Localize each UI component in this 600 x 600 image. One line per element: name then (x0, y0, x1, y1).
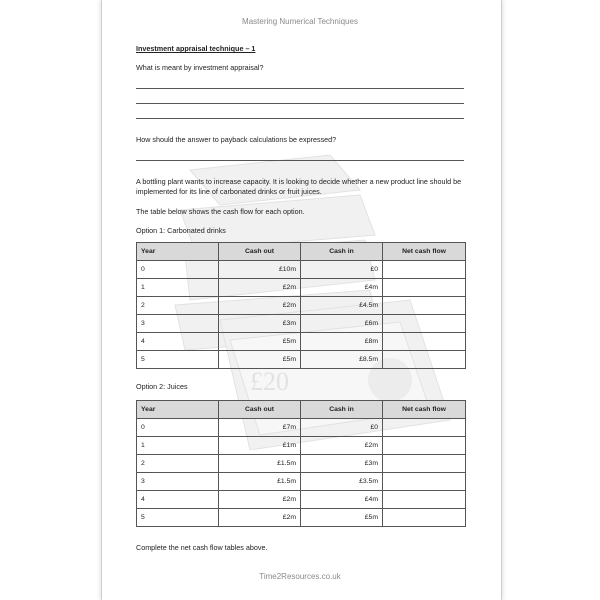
net-cash-flow-cell[interactable] (383, 509, 466, 527)
table-row (137, 419, 466, 437)
column-header-net-cash-flow: Net cash flow (383, 401, 466, 419)
option2-cash-flow-table (136, 400, 466, 527)
page-header: Mastering Numerical Techniques (242, 17, 358, 26)
cash-out-cell: £2m (219, 491, 301, 509)
page-footer: Time2Resources.co.uk (259, 572, 341, 581)
cash-out-cell: £2m (219, 297, 301, 315)
cash-in-cell: £6m (301, 315, 383, 333)
option1-cash-flow-table (136, 242, 466, 369)
table-row (137, 351, 466, 369)
net-cash-flow-cell[interactable] (383, 315, 466, 333)
cash-in-cell: £0 (301, 261, 383, 279)
cash-in-cell: £4m (301, 491, 383, 509)
year-cell: 2 (137, 297, 219, 315)
option1-label: Option 1: Carbonated drinks (136, 226, 226, 235)
answer-line (136, 118, 464, 119)
table-row (137, 333, 466, 351)
table-row (137, 509, 466, 527)
question-investment-appraisal: What is meant by investment appraisal? (136, 63, 264, 72)
net-cash-flow-cell[interactable] (383, 261, 466, 279)
column-header-cash-out: Cash out (219, 243, 301, 261)
year-cell: 0 (137, 261, 219, 279)
cash-out-cell: £1.5m (219, 455, 301, 473)
answer-line (136, 103, 464, 104)
cash-out-cell: £1.5m (219, 473, 301, 491)
cash-in-cell: £4.5m (301, 297, 383, 315)
year-cell: 2 (137, 455, 219, 473)
column-header-year: Year (137, 401, 219, 419)
net-cash-flow-cell[interactable] (383, 491, 466, 509)
cash-out-cell: £5m (219, 333, 301, 351)
cash-out-cell: £5m (219, 351, 301, 369)
net-cash-flow-cell[interactable] (383, 437, 466, 455)
table-row (137, 297, 466, 315)
cash-out-cell: £1m (219, 437, 301, 455)
section-title: Investment appraisal technique – 1 (136, 44, 256, 53)
table-row (137, 437, 466, 455)
table-row (137, 315, 466, 333)
net-cash-flow-cell[interactable] (383, 419, 466, 437)
cash-in-cell: £2m (301, 437, 383, 455)
net-cash-flow-cell[interactable] (383, 351, 466, 369)
table-row (137, 279, 466, 297)
table-row (137, 455, 466, 473)
net-cash-flow-cell[interactable] (383, 473, 466, 491)
year-cell: 0 (137, 419, 219, 437)
option2-label: Option 2: Juices (136, 382, 188, 391)
cash-out-cell: £2m (219, 509, 301, 527)
net-cash-flow-cell[interactable] (383, 297, 466, 315)
table-row (137, 491, 466, 509)
column-header-net-cash-flow: Net cash flow (383, 243, 466, 261)
question-payback: How should the answer to payback calculations be expressed? (136, 135, 337, 144)
net-cash-flow-cell[interactable] (383, 279, 466, 297)
intro-text: The table below shows the cash flow for each option. (136, 207, 305, 216)
column-header-cash-in: Cash in (301, 243, 383, 261)
cash-in-cell: £8.5m (301, 351, 383, 369)
answer-line (136, 88, 464, 89)
table-row (137, 473, 466, 491)
cash-out-cell: £2m (219, 279, 301, 297)
year-cell: 1 (137, 437, 219, 455)
column-header-year: Year (137, 243, 219, 261)
year-cell: 4 (137, 491, 219, 509)
year-cell: 3 (137, 315, 219, 333)
answer-line (136, 160, 464, 161)
table-header-row (137, 243, 466, 261)
table-header-row (137, 401, 466, 419)
net-cash-flow-cell[interactable] (383, 333, 466, 351)
table-row (137, 261, 466, 279)
cash-out-cell: £10m (219, 261, 301, 279)
svg-text:£20: £20 (250, 367, 289, 396)
year-cell: 1 (137, 279, 219, 297)
cash-out-cell: £7m (219, 419, 301, 437)
cash-in-cell: £4m (301, 279, 383, 297)
year-cell: 4 (137, 333, 219, 351)
year-cell: 5 (137, 351, 219, 369)
cash-in-cell: £5m (301, 509, 383, 527)
year-cell: 3 (137, 473, 219, 491)
cash-in-cell: £8m (301, 333, 383, 351)
net-cash-flow-cell[interactable] (383, 455, 466, 473)
column-header-cash-in: Cash in (301, 401, 383, 419)
cash-in-cell: £0 (301, 419, 383, 437)
cash-in-cell: £3.5m (301, 473, 383, 491)
instruction-text: Complete the net cash flow tables above. (136, 543, 268, 552)
cash-in-cell: £3m (301, 455, 383, 473)
scenario-text: A bottling plant wants to increase capacity. It is looking to decide whether a new product line should be implemented for its line of carbonated drinks or fruit juices. (136, 177, 462, 196)
column-header-cash-out: Cash out (219, 401, 301, 419)
cash-out-cell: £3m (219, 315, 301, 333)
year-cell: 5 (137, 509, 219, 527)
